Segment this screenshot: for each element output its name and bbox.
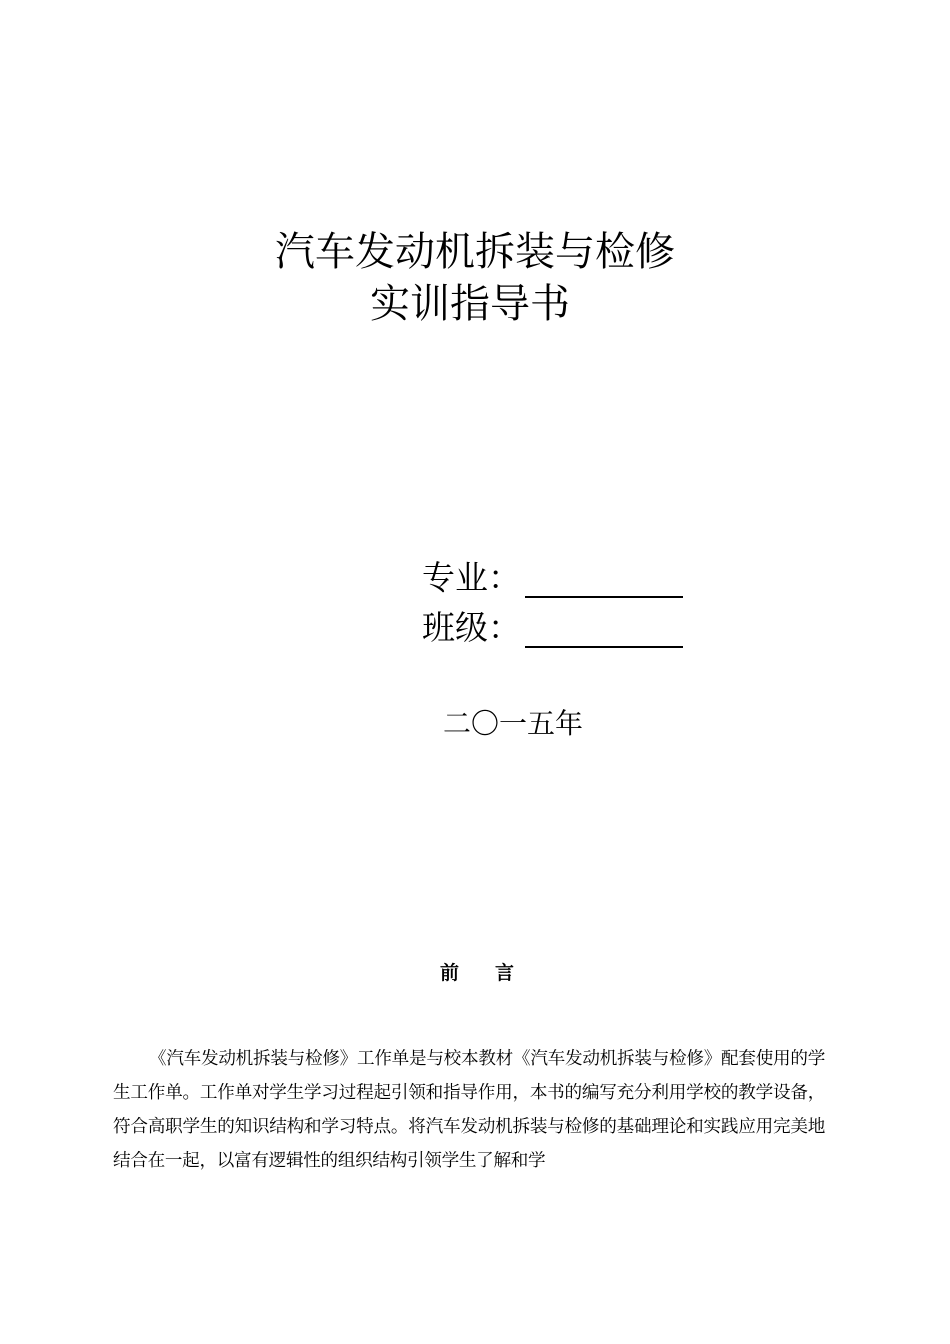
document-title-line-1: 汽车发动机拆装与检修	[275, 229, 675, 275]
major-label: 专业：	[422, 558, 521, 597]
major-blank-line	[525, 558, 683, 598]
class-blank-line	[525, 608, 683, 648]
class-label: 班级：	[422, 608, 521, 647]
document-title-line-2: 实训指导书	[370, 281, 570, 327]
preface-heading: 前言	[439, 962, 550, 984]
major-field-row	[422, 552, 683, 598]
year-text: 二〇一五年	[443, 707, 584, 740]
preface-paragraph: 《汽车发动机拆装与检修》工作单是与校本教材《汽车发动机拆装与检修》配套使用的学生工作单。工作单对学生学习过程起引领和指导作用，本书的编写充分利用学校的教学设备，符合高职学生的知识结构和学习特点。将汽车发动机拆装与检修的基础理论和实践应用完美地结合在一起，以富有逻辑性的组织结构引领学生了解和学	[113, 1049, 825, 1171]
class-field-row	[422, 602, 683, 648]
